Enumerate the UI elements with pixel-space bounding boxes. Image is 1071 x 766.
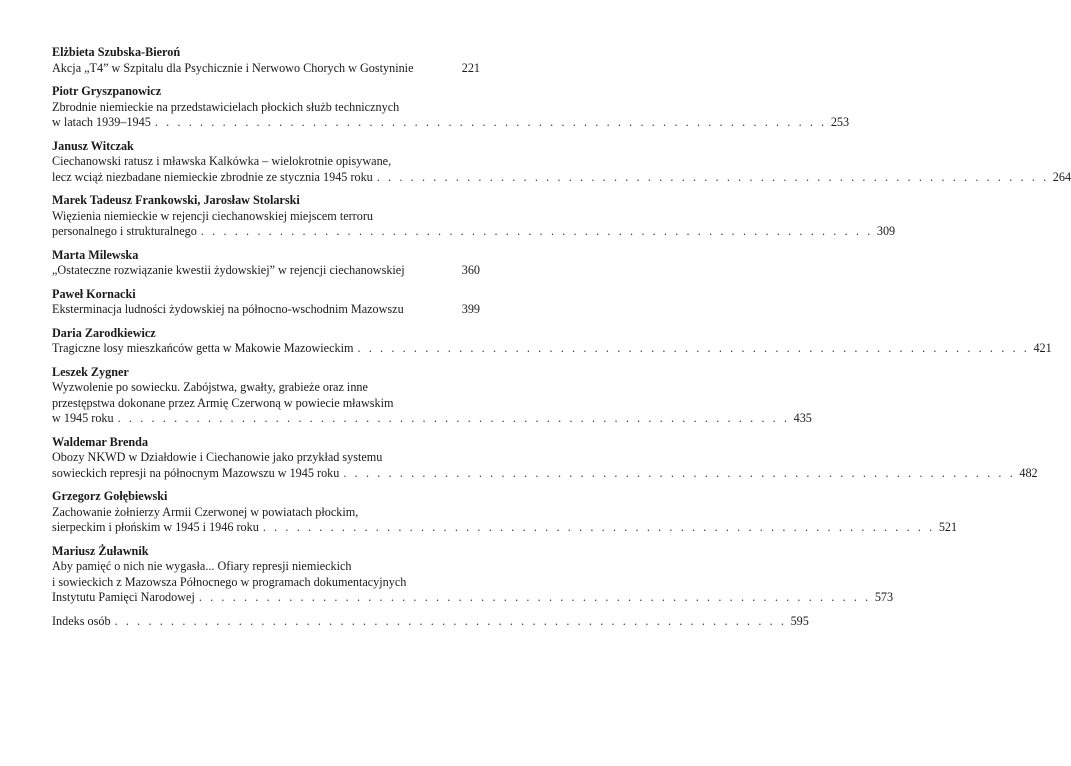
toc-page-number: 309 (876, 224, 896, 238)
toc-author: Leszek Zygner (52, 364, 129, 379)
toc-title-last-line (52, 520, 958, 536)
toc-entry (52, 45, 480, 76)
dot-leader: . . . . . . . . . . . . . . . . . . . . . . . . . . . . . . . . . . . . . . . . . . . . . . . . . . . . . . . . . . . . (376, 169, 1049, 184)
toc-title-last-line (52, 411, 812, 427)
toc-author: Waldemar Brenda (52, 434, 149, 449)
toc-title-line: Obozy NKWD w Działdowie i Ciechanowie jako przykład systemu (52, 450, 383, 464)
toc-page-number: 435 (793, 411, 812, 425)
toc-author: Elżbieta Szubska-Bieroń (52, 45, 181, 59)
toc-entry (52, 543, 894, 606)
toc-page-number: 253 (830, 115, 850, 129)
toc-title-last-line (52, 613, 809, 630)
toc-entry (52, 287, 480, 318)
toc-author: Daria Zarodkiewicz (52, 325, 156, 340)
dot-leader: . . . . . . . . . . . . . . . . . . . . . . . . . . . . . . . . . . . . . . . . . . . . . . . . . . . . . . . . . . . . (114, 613, 787, 628)
toc-title-line: „Ostateczne rozwiązanie kwestii żydowskiej” w rejencji ciechanowskiej (52, 263, 405, 277)
toc-title-line: w latach 1939–1945 (52, 115, 151, 129)
toc-author: Janusz Witczak (52, 138, 134, 153)
toc-entry (52, 84, 850, 131)
toc-author: Piotr Gryszpanowicz (52, 84, 162, 98)
toc-entry (52, 248, 480, 279)
toc-title-last-line (52, 169, 1071, 186)
toc-title-line: Akcja „T4” w Szpitalu dla Psychicznie i Nerwowo Chorych w Gostyninie (52, 60, 414, 75)
toc-title-last-line (52, 590, 894, 606)
toc-author: Marek Tadeusz Frankowski, Jarosław Stolarski (52, 193, 300, 207)
toc-entry (52, 489, 958, 536)
toc-author: Marta Milewska (52, 247, 139, 262)
table-of-contents (52, 45, 1071, 637)
toc-title-line: Eksterminacja ludności żydowskiej na północno-wschodnim Mazowszu (52, 302, 404, 316)
toc-page-number: 573 (874, 590, 894, 604)
toc-title-line: Zbrodnie niemieckie na przedstawicielach płockich służb technicznych (52, 99, 400, 114)
toc-title-line: Zachowanie żołnierzy Armii Czerwonej w powiatach płockim, (52, 504, 359, 519)
toc-title-last-line (52, 341, 1052, 357)
dot-leader: . . . . . . . . . . . . . . . . . . . . . . . . . . . . . . . . . . . . . . . . . . . . . . . . . . . . . . . . . . . . (117, 411, 790, 425)
toc-title-last-line (52, 465, 1038, 482)
toc-title-line: Tragiczne losy mieszkańców getta w Makowie Mazowieckim (52, 341, 354, 355)
toc-title-line: Indeks osób (52, 613, 111, 628)
toc-author: Paweł Kornacki (52, 286, 136, 301)
toc-title-line: Instytutu Pamięci Narodowej (52, 590, 195, 604)
toc-page-number: 360 (461, 263, 480, 277)
toc-title-line: Wyzwolenie po sowiecku. Zabójstwa, gwałty, grabieże oraz inne (52, 380, 368, 394)
toc-title-line: i sowieckich z Mazowsza Północnego w programach dokumentacyjnych (52, 574, 407, 589)
toc-page-number: 221 (461, 60, 480, 75)
toc-title-line: przestępstwa dokonane przez Armię Czerwoną w powiecie mławskim (52, 395, 394, 410)
toc-title-line: lecz wciąż niezbadane niemieckie zbrodnie ze stycznia 1945 roku (52, 169, 373, 184)
toc-title-line: sierpeckim i płońskim w 1945 i 1946 roku (52, 520, 259, 534)
toc-title-line: Więzienia niemieckie w rejencji ciechanowskiej miejscem terroru (52, 208, 373, 223)
toc-title-line: personalnego i strukturalnego (52, 224, 197, 238)
toc-entry (52, 364, 812, 427)
toc-title-line: Ciechanowski ratusz i mławska Kalkówka – wielokrotnie opisywane, (52, 154, 392, 168)
toc-entry (52, 434, 1038, 482)
toc-title-line: sowieckich represji na północnym Mazowszu w 1945 roku (52, 465, 340, 480)
toc-page-number: 595 (790, 613, 809, 628)
toc-page-number: 421 (1033, 341, 1052, 355)
dot-leader: . . . . . . . . . . . . . . . . . . . . . . . . . . . . . . . . . . . . . . . . . . . . . . . . . . . . . . . . . . . . (357, 341, 1030, 355)
dot-leader: . . . . . . . . . . . . . . . . . . . . . . . . . . . . . . . . . . . . . . . . . . . . . . . . . . . . . . . . . . . . (154, 115, 827, 129)
toc-author: Grzegorz Gołębiewski (52, 489, 168, 503)
dot-leader: . . . . . . . . . . . . . . . . . . . . . . . . . . . . . . . . . . . . . . . . . . . . . . . . . . . . . . . . . . . . (343, 465, 1016, 480)
dot-leader: . . . . . . . . . . . . . . . . . . . . . . . . . . . . . . . . . . . . . . . . . . . . . . . . . . . . . . . . . . . . (198, 590, 871, 604)
toc-title-line: w 1945 roku (52, 411, 114, 425)
toc-title-line: Aby pamięć o nich nie wygasła... Ofiary represji niemieckich (52, 559, 352, 573)
toc-title-last-line (52, 115, 850, 131)
toc-author: Mariusz Żuławnik (52, 543, 149, 558)
dot-leader: . . . . . . . . . . . . . . . . . . . . . . . . . . . . . . . . . . . . . . . . . . . . . . . . . . . . . . . . . . . . (262, 520, 935, 534)
toc-entry (52, 613, 809, 630)
toc-title-last-line (52, 224, 896, 240)
toc-entry (52, 325, 1052, 357)
toc-page-number: 264 (1052, 169, 1071, 184)
toc-title-last-line (52, 61, 480, 77)
dot-leader: . . . . . . . . . . . . . . . . . . . . . . . . . . . . . . . . . . . . . . . . . . . . . . . . . . . . . . . . . . . . (200, 224, 873, 238)
toc-page-number: 482 (1019, 465, 1038, 480)
toc-title-last-line (52, 302, 480, 318)
toc-page-number: 521 (938, 520, 958, 534)
toc-entry (52, 193, 896, 240)
toc-entry (52, 138, 1071, 186)
toc-page-number: 399 (461, 302, 480, 316)
toc-title-last-line (52, 263, 480, 279)
